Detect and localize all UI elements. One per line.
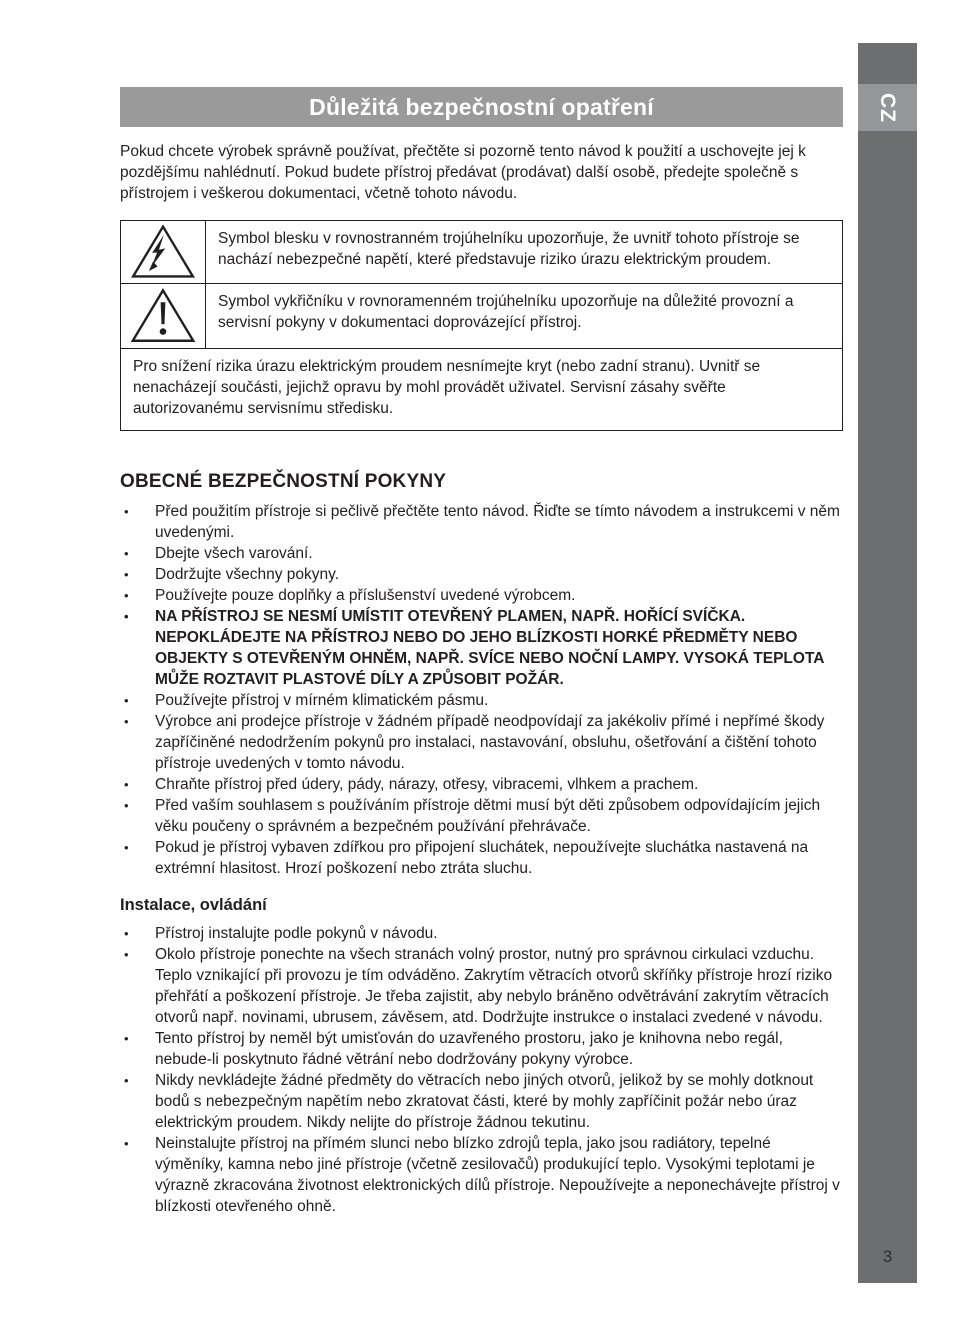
- list-item: • Nikdy nevkládejte žádné předměty do větracích nebo jiných otvorů, jelikož by se mohly dotknout bodů s nebezpečným napětím nebo zkratovat části, které by mohly zapříčinit požár nebo úraz elektrickým proudem. Nikdy nelijte do přístroje žádnou tekutinu.: [120, 1070, 843, 1133]
- list-item: • Dbejte všech varování.: [120, 543, 843, 564]
- warning-table: [120, 220, 843, 431]
- exclamation-triangle-icon: [130, 286, 196, 346]
- list-item: • Dodržujte všechny pokyny.: [120, 564, 843, 585]
- intro-paragraph: Pokud chcete výrobek správně používat, přečtěte si pozorně tento návod k použití a uschovejte jej k pozdějšímu nahlédnutí. Pokud budete přístroj předávat (prodávat) další osobě, předejte společně s přístrojem i veškerou dokumentaci, včetně tohoto návodu.: [120, 143, 806, 202]
- section-heading-general-safety: OBECNÉ BEZPEČNOSTNÍ POKYNY: [120, 471, 447, 492]
- list-item: • Před vaším souhlasem s používáním přístroje dětmi musí být děti způsobem odpovídajícím jejich věku poučeny o správném a bezpečném používání přehrávače.: [120, 795, 843, 837]
- list-item: • Pokud je přístroj vybaven zdířkou pro připojení sluchátek, nepoužívejte sluchátka nastavená na extrémní hlasitost. Hrozí poškození nebo ztráta sluchu.: [120, 837, 843, 879]
- list-item: • Používejte přístroj v mírném klimatickém pásmu.: [120, 690, 843, 711]
- general-safety-list: [120, 501, 843, 879]
- list-item: • Používejte pouze doplňky a příslušenství uvedené výrobcem.: [120, 585, 843, 606]
- warning-row-lightning: [121, 221, 842, 284]
- warning-text: Symbol blesku v rovnostranném trojúhelníku upozorňuje, že uvnitř tohoto přístroje se nachází nebezpečné napětí, které představuje riziko úrazu elektrickým proudem.: [218, 230, 800, 268]
- list-item: • Okolo přístroje ponechte na všech stranách volný prostor, nutný pro správnou cirkulaci vzduchu. Teplo vznikající při provozu je tím odváděno. Zakrytím větracích otvorů skříňky přístroje hrozí riziko přehřátí a poškození přístroje. Je třeba zajistit, aby nebylo bráněno odvětrávání zakrytím větracích otvorů např. novinami, ubrusem, závěsem, atd. Dodržujte instrukce o instalaci zvedené v návodu.: [120, 944, 843, 1028]
- list-item: • Tento přístroj by neměl být umisťován do uzavřeného prostoru, jako je knihovna nebo regál, nebude-li poskytnuto řádné větrání nebo dodržovány pokyny výrobce.: [120, 1028, 843, 1070]
- list-item: • Výrobce ani prodejce přístroje v žádném případě neodpovídají za jakékoliv přímé i nepřímé škody zapříčiněné nedodržením pokynů pro instalaci, nastavování, obsluhu, ošetřování a čištění tohoto přístroje uvedených v tomto návodu.: [120, 711, 843, 774]
- list-item: • Chraňte přístroj před údery, pády, nárazy, otřesy, vibracemi, vlhkem a prachem.: [120, 774, 843, 795]
- list-item: • Neinstalujte přístroj na přímém slunci nebo blízko zdrojů tepla, jako jsou radiátory, tepelné výměníky, kamna nebo jiné přístroje (včetně zesilovačů) produkující teplo. Vysokými teplotami je výrazně zkracována životnost elektronických dílů přístroje. Nepoužívejte a neponechávejte přístroj v blízkosti otevřeného ohně.: [120, 1133, 843, 1217]
- installation-list: [120, 923, 843, 1217]
- language-sidebar: [858, 43, 917, 1283]
- language-tab-cz: [858, 84, 917, 131]
- page-number: 3: [882, 1247, 893, 1266]
- list-item: • NA PŘÍSTROJ SE NESMÍ UMÍSTIT OTEVŘENÝ PLAMEN, NAPŘ. HOŘÍCÍ SVÍČKA. NEPOKLÁDEJTE NA PŘÍSTROJ NEBO DO JEHO BLÍZKOSTI HORKÉ PŘEDMĚTY NEBO OBJEKTY S OTEVŘENÝM OHNĚM, NAPŘ. SVÍCE NEBO NOČNÍ LAMPY. VYSOKÁ TEPLOTA MŮŽE ROZTAVIT PLASTOVÉ DÍLY A ZPŮSOBIT POŽÁR.: [120, 606, 843, 690]
- list-item: • Přístroj instalujte podle pokynů v návodu.: [120, 923, 843, 944]
- warning-text: Pro snížení rizika úrazu elektrickým proudem nesnímejte kryt (nebo zadní stranu). Uvnitř se nenacházejí součásti, jejichž opravu by mohl provádět uživatel. Servisní zásahy svěřte autorizovanému servisnímu středisku.: [133, 358, 761, 417]
- language-tab-label: CZ: [876, 92, 899, 123]
- list-item: • Před použitím přístroje si pečlivě přečtěte tento návod. Řiďte se tímto návodem a instrukcemi v něm uvedenými.: [120, 501, 843, 543]
- lightning-triangle-icon: [130, 223, 196, 281]
- warning-row-exclamation: [121, 284, 842, 349]
- section-heading-installation: Instalace, ovládání: [120, 896, 267, 914]
- warning-text: Symbol vykřičníku v rovnoramenném trojúhelníku upozorňuje na důležité provozní a servisní pokyny v dokumentaci doprovázející přístroj.: [218, 293, 794, 331]
- page-title: Důležitá bezpečnostní opatření: [120, 87, 843, 127]
- warning-row-cover: [121, 349, 842, 430]
